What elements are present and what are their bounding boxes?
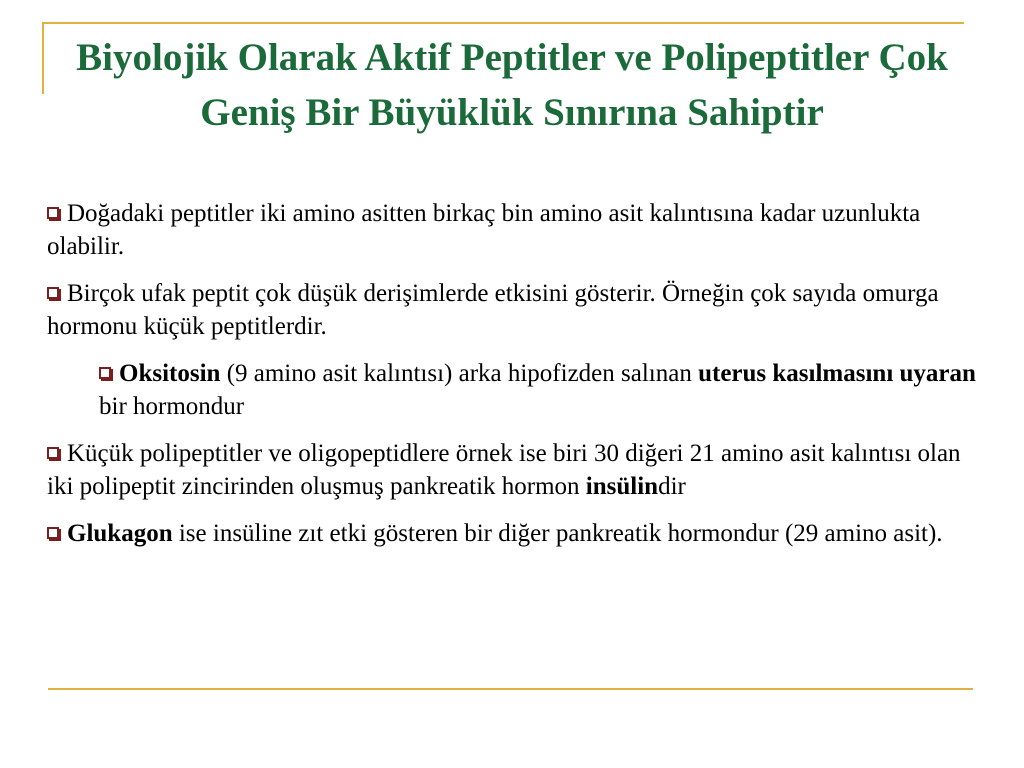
frame-bottom-line xyxy=(48,688,973,690)
bullet-5 xyxy=(47,517,982,550)
slide-content xyxy=(47,197,982,564)
bullet-2 xyxy=(47,277,982,343)
bullet-2-text: Birçok ufak peptit çok düşük derişimlerde etkisini gösterir. Örneğin çok sayıda omurga hormonu küçük peptitlerdir. xyxy=(47,280,939,340)
bullet-3-text-b: bir hormondur xyxy=(99,393,245,420)
bullet-4-text-a: Küçük polipeptitler ve oligopeptidlere örnek ise biri 30 diğeri 21 amino asit kalıntısı olan iki polipeptit zincirinden oluşmuş pankreatik hormon xyxy=(47,440,961,500)
bullet-3-emphasis: uterus kasılmasını uyaran xyxy=(698,360,976,387)
bullet-1-text: Doğadaki peptitler iki amino asitten birkaç bin amino asit kalıntısına kadar uzunlukta olabilir. xyxy=(47,200,921,260)
square-bullet-icon xyxy=(47,527,59,539)
bullet-5-term: Glukagon xyxy=(67,520,173,547)
bullet-1 xyxy=(47,197,982,263)
frame-top-line xyxy=(42,22,964,24)
square-bullet-icon xyxy=(47,287,59,299)
bullet-3-text-a: (9 amino asit kalıntısı) arka hipofizden salınan xyxy=(220,360,699,387)
slide-title: Biyolojik Olarak Aktif Peptitler ve Polipeptitler Çok Geniş Bir Büyüklük Sınırına Sahiptir xyxy=(76,36,948,134)
bullet-4 xyxy=(47,437,982,503)
bullet-5-text: ise insüline zıt etki gösteren bir diğer pankreatik hormondur (29 amino asit). xyxy=(172,520,943,547)
square-bullet-icon xyxy=(47,447,59,459)
bullet-3 xyxy=(99,357,982,423)
square-bullet-icon xyxy=(99,367,111,379)
square-bullet-icon xyxy=(47,207,59,219)
bullet-4-term: insülin xyxy=(585,473,659,500)
bullet-4-text-b: dir xyxy=(658,473,686,500)
bullet-3-term: Oksitosin xyxy=(119,360,221,387)
frame-left-line xyxy=(42,22,44,94)
